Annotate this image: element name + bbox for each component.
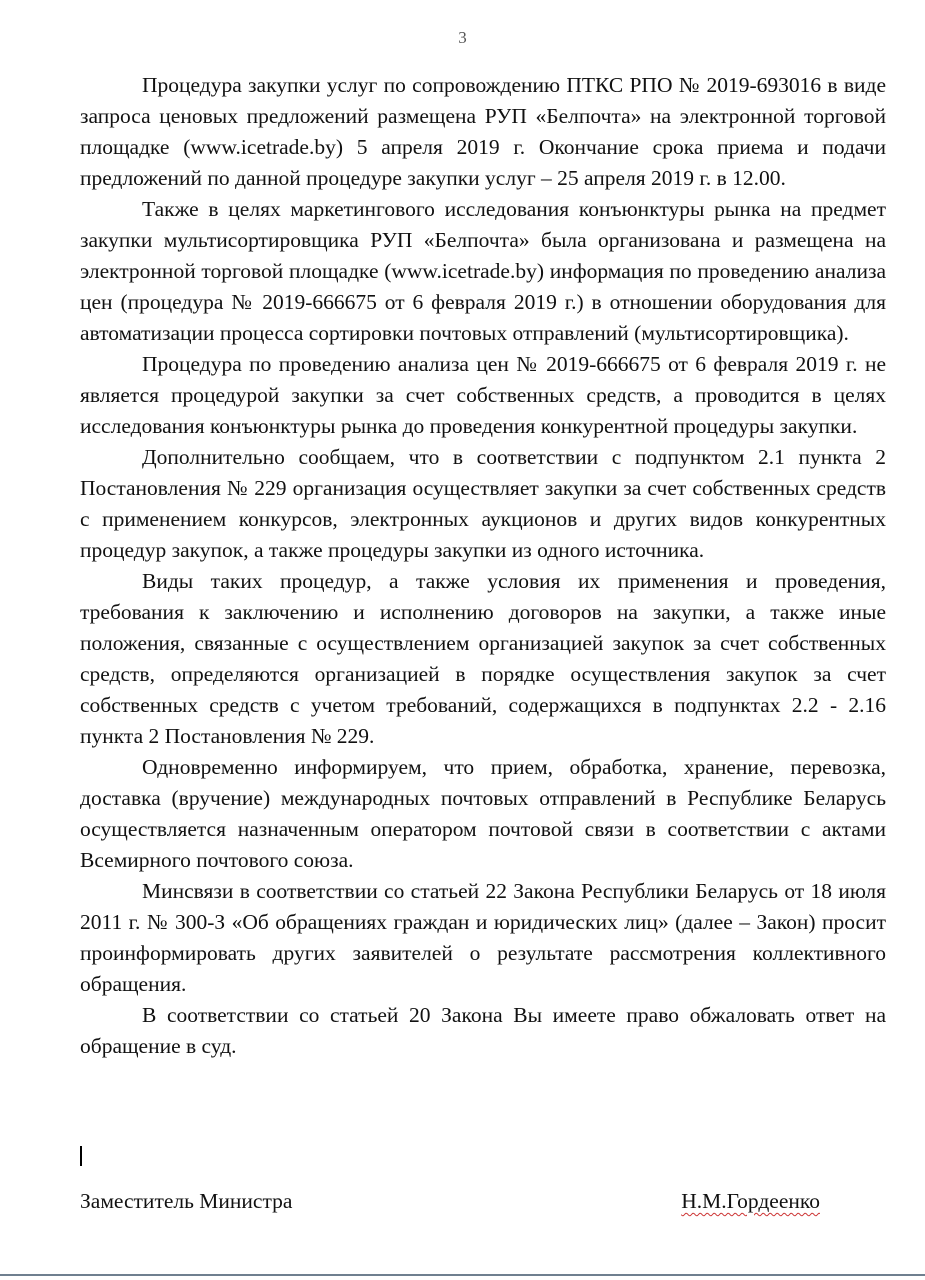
paragraph-appeal-right: В соответствии со статьей 20 Закона Вы имеете право обжаловать ответ на обращение в суд. <box>80 1003 886 1058</box>
paragraph-procurement-services: Процедура закупки услуг по сопровождению ПТКС РПО № 2019-693016 в виде запроса ценовых предложений размещена РУП «Белпочта» на электронной торговой площадке (www.icetrade.by) 5 апреля 2019 г. Окончание срока приема и подачи предложений по данной процедуре закупки услуг – 25 апреля 2019 г. в 12.00. <box>80 73 886 190</box>
paragraph-law-reference: Минсвязи в соответствии со статьей 22 Закона Республики Беларусь от 18 июля 2011 г. № 300-З «Об обращениях граждан и юридических лиц» (далее – Закон) просит проинформировать других заявителей о результате рассмотрения коллективного обращения. <box>80 879 886 996</box>
paragraph-procedure-types: Виды таких процедур, а также условия их применения и проведения, требования к заключению и исполнению договоров на закупки, а также иные положения, связанные с осуществлением организацией закупок за счет собственных средств, определяются организацией в порядке осуществления закупок за счет собственных средств с учетом требований, содержащихся в подпунктах 2.2 - 2.16 пункта 2 Постановления № 229. <box>80 569 886 748</box>
paragraph-marketing-research: Также в целях маркетингового исследования конъюнктуры рынка на предмет закупки мультисортировщика РУП «Белпочта» была организована и размещена на электронной торговой площадке (www.icetrade.by) информация по проведению анализа цен (процедура № 2019-666675 от 6 февраля 2019 г.) в отношении оборудования для автоматизации процесса сортировки почтовых отправлений (мультисортировщика). <box>80 197 886 345</box>
text-cursor <box>80 1146 82 1166</box>
paragraph-price-analysis: Процедура по проведению анализа цен № 2019-666675 от 6 февраля 2019 г. не является процедурой закупки за счет собственных средств, а проводится в целях исследования конъюнктуры рынка до проведения конкурентной процедуры закупки. <box>80 352 886 438</box>
page-number: 3 <box>458 28 467 47</box>
paragraph-procurement-methods: Дополнительно сообщаем, что в соответствии с подпунктом 2.1 пункта 2 Постановления № 229 организация осуществляет закупки за счет собственных средств с применением конкурсов, электронных аукционов и других видов конкурентных процедур закупок, а также процедуры закупки из одного источника. <box>80 445 886 562</box>
signatory-name: Н.М.Гордеенко <box>681 1189 820 1213</box>
signature-block <box>80 1186 820 1218</box>
page-bottom-border <box>0 1274 925 1276</box>
letter-body <box>80 70 886 1062</box>
signatory-position: Заместитель Министра <box>80 1189 293 1213</box>
paragraph-international-mail: Одновременно информируем, что прием, обработка, хранение, перевозка, доставка (вручение) международных почтовых отправлений в Республике Беларусь осуществляется назначенным оператором почтовой связи в соответствии с актами Всемирного почтового союза. <box>80 755 886 872</box>
